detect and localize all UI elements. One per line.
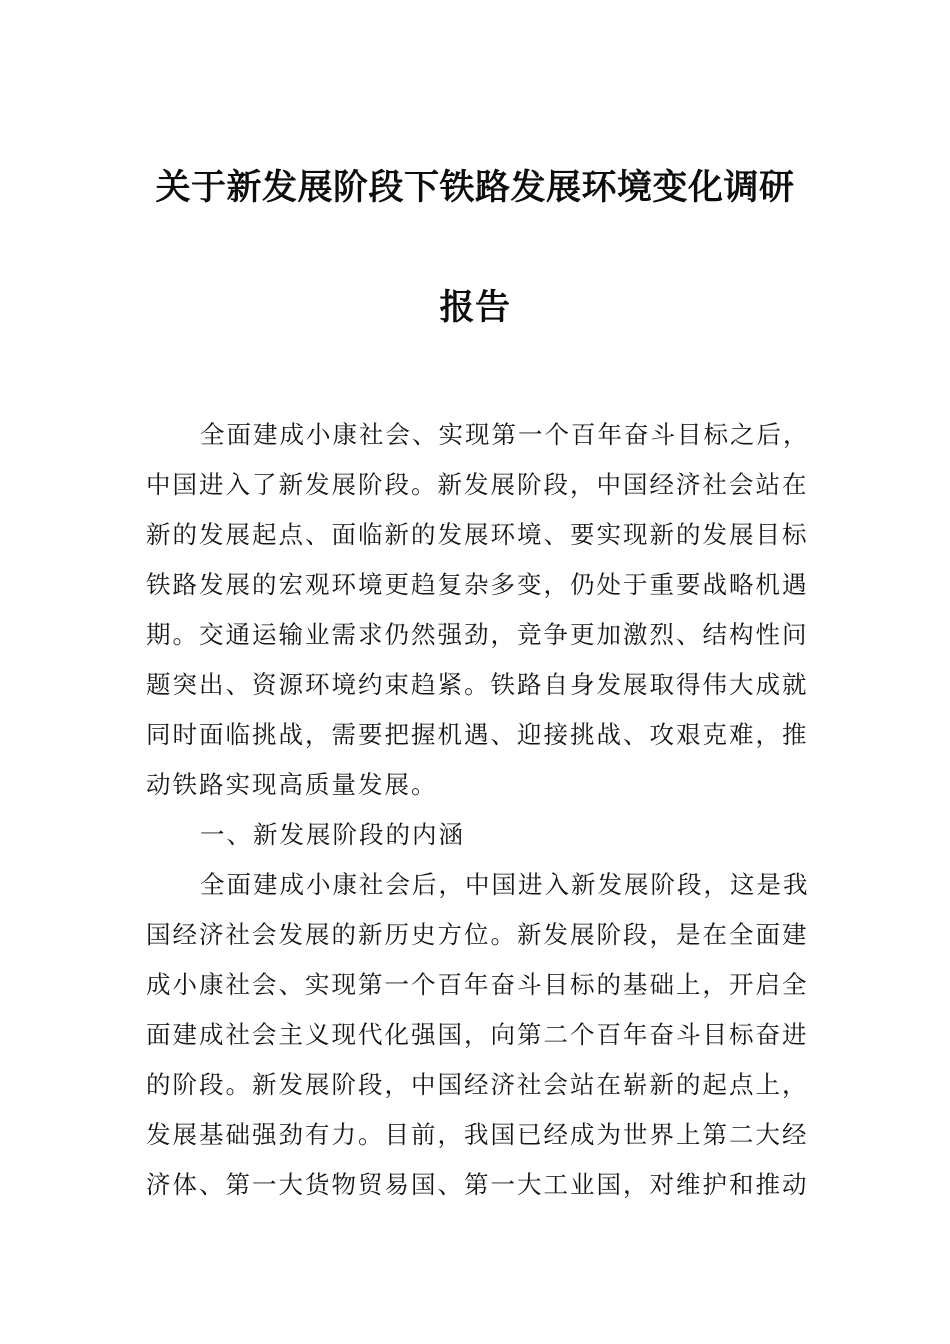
paragraph-2-line: 的阶段。新发展阶段，中国经济社会站在崭新的起点上， (146, 1070, 809, 1099)
paragraph-1-line: 题突出、资源环境约束趋紧。铁路自身发展取得伟大成就 (146, 670, 809, 699)
paragraph-1-line: 动铁路实现高质量发展。 (146, 770, 438, 799)
paragraph-1-line: 铁路发展的宏观环境更趋复杂多变，仍处于重要战略机遇 (146, 570, 809, 599)
paragraph-2-line: 发展基础强劲有力。目前，我国已经成为世界上第二大经 (146, 1120, 809, 1149)
section-heading: 一、新发展阶段的内涵 (200, 820, 465, 849)
paragraph-1-line: 中国进入了新发展阶段。新发展阶段，中国经济社会站在 (146, 470, 809, 499)
document-body (146, 410, 810, 1210)
paragraph-2-line: 国经济社会发展的新历史方位。新发展阶段，是在全面建 (146, 920, 809, 949)
paragraph-2-line: 全面建成小康社会后，中国进入新发展阶段，这是我 (200, 870, 810, 899)
paragraph-2-line: 济体、第一大货物贸易国、第一大工业国，对维护和推动 (146, 1170, 809, 1199)
paragraph-1-line: 期。交通运输业需求仍然强劲，竞争更加激烈、结构性问 (146, 620, 809, 649)
document-title-line-1: 关于新发展阶段下铁路发展环境变化调研 (155, 168, 795, 208)
paragraph-1-line: 同时面临挑战，需要把握机遇、迎接挑战、攻艰克难，推 (146, 720, 809, 749)
document-title-line-2: 报告 (439, 288, 511, 328)
paragraph-2-line: 成小康社会、实现第一个百年奋斗目标的基础上，开启全 (146, 970, 809, 999)
paragraph-1-line: 全面建成小康社会、实现第一个百年奋斗目标之后， (200, 420, 810, 449)
paragraph-2-line: 面建成社会主义现代化强国，向第二个百年奋斗目标奋进 (146, 1020, 809, 1049)
paragraph-1-line: 新的发展起点、面临新的发展环境、要实现新的发展目标 (146, 520, 809, 549)
